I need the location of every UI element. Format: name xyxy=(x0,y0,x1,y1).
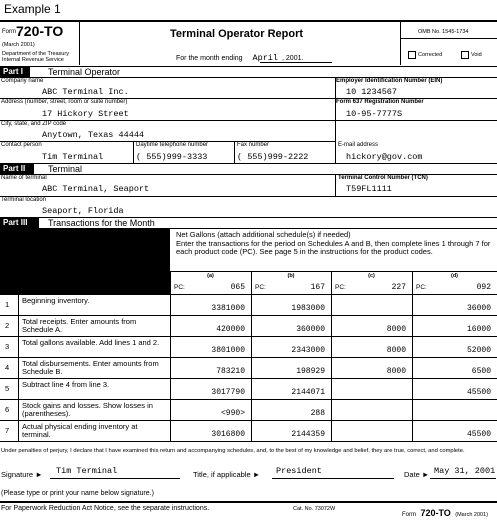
column-letter: (b) xyxy=(287,273,295,279)
part1-right-divider xyxy=(335,77,336,163)
phone-field[interactable]: ( 555)999-3333 xyxy=(136,152,208,162)
month-value: April xyxy=(252,53,279,63)
year-value: 01 xyxy=(293,55,302,62)
form637-label: Form 637 Registration Number xyxy=(336,99,424,105)
table-row-description: Stock gains and losses. Show losses in (parentheses). xyxy=(22,401,153,418)
table-row-rule xyxy=(0,315,497,316)
table-row-number: 7 xyxy=(5,425,10,435)
signature-field[interactable]: Tim Terminal xyxy=(56,466,118,476)
perjury-statement: Under penalties of perjury, I declare that I have examined this return and accompanying schedules, and, to the best of my knowledge and belief, they are true, correct, and complete. xyxy=(1,448,465,454)
pc-label: PC: xyxy=(335,284,346,291)
table-cell[interactable]: 3017790 xyxy=(211,388,245,397)
month-underline xyxy=(260,62,332,63)
table-row-description: Total disbursements. Enter amounts from Schedule B. xyxy=(22,359,159,376)
part3-instructions: Net Gallons (attach additional schedule(s) if needed) Enter the transactions for the period on Schedules A and B, then complete lines 1 through 7 for each product code (PC). See page 5 in the instructions for the product codes. xyxy=(176,230,491,257)
table-cell[interactable]: 16000 xyxy=(466,325,491,334)
table-row-rule xyxy=(0,378,497,379)
part3-black-panel xyxy=(0,228,170,294)
column-letter: (c) xyxy=(368,273,375,279)
table-col-line xyxy=(170,271,171,441)
form-number: 720-TO xyxy=(16,23,64,39)
ein-label: Employer Identification Number (EIN) xyxy=(336,78,443,84)
table-row-rule xyxy=(0,294,497,295)
title-underline xyxy=(272,478,394,479)
signature-underline xyxy=(50,478,180,479)
part2-label: Part II xyxy=(0,164,34,174)
row-rule-2 xyxy=(0,120,497,121)
table-cell[interactable]: 2144359 xyxy=(291,430,325,439)
table-cell[interactable]: 6500 xyxy=(471,367,491,376)
table-row-number: 2 xyxy=(5,320,10,330)
table-row-description: Subtract line 4 from line 3. xyxy=(22,380,110,389)
footer-form-date: (March 2001) xyxy=(455,512,488,518)
table-row-number: 3 xyxy=(5,341,10,351)
column-letter: (a) xyxy=(207,273,214,279)
table-cell[interactable]: 3016800 xyxy=(211,430,245,439)
omb-rule xyxy=(400,38,497,39)
table-cell[interactable]: 198929 xyxy=(296,367,325,376)
pc-value[interactable]: 092 xyxy=(476,283,491,292)
date-underline xyxy=(430,478,496,479)
table-cell[interactable]: <990> xyxy=(220,409,245,418)
void-label: Void xyxy=(471,52,482,58)
print-note: (Please type or print your name below signature.) xyxy=(1,490,154,497)
table-cell[interactable]: 288 xyxy=(310,409,325,418)
void-checkbox[interactable] xyxy=(461,51,469,59)
part2-row-rule xyxy=(0,196,497,197)
ein-field[interactable]: 10 1234567 xyxy=(346,87,398,97)
footer-form xyxy=(402,503,488,521)
table-row-description: Beginning inventory. xyxy=(22,296,90,305)
city-field[interactable]: Anytown, Texas 44444 xyxy=(42,130,145,140)
cat-number: Cat. No. 73072W xyxy=(293,506,336,512)
example-label: Example 1 xyxy=(4,2,61,16)
table-col-line xyxy=(331,271,332,441)
city-label: City, state, and ZIP code xyxy=(1,121,67,127)
month-line: For the month ending April , 2001. xyxy=(176,53,304,63)
date-field[interactable]: May 31, 2001 xyxy=(434,466,496,476)
pc-value[interactable]: 167 xyxy=(310,283,325,292)
table-cell[interactable]: 3381000 xyxy=(211,304,245,313)
header-divider-left xyxy=(79,20,80,65)
table-row-number: 5 xyxy=(5,383,10,393)
table-col-line xyxy=(412,271,413,441)
table-cell[interactable]: 783210 xyxy=(216,367,245,376)
table-row-rule xyxy=(0,357,497,358)
table-cell[interactable]: 360000 xyxy=(296,325,325,334)
table-cell[interactable]: 8000 xyxy=(386,346,406,355)
paperwork-notice: For Paperwork Reduction Act Notice, see the separate instructions. xyxy=(1,505,210,512)
part3-title: Transactions for the Month xyxy=(48,218,155,228)
contact-divider xyxy=(133,141,134,163)
part1-title: Terminal Operator xyxy=(48,67,121,77)
table-head-rule xyxy=(170,271,497,272)
dept-line2: Internal Revenue Service xyxy=(2,57,64,63)
company-name-label: Company name xyxy=(1,78,44,84)
table-row-number: 1 xyxy=(5,299,10,309)
table-cell[interactable]: 45500 xyxy=(466,430,491,439)
part1-label: Part I xyxy=(0,67,30,77)
fax-field[interactable]: ( 555)999-2222 xyxy=(237,152,309,162)
title-label: Title, if applicable ► xyxy=(193,470,261,479)
terminal-location-field[interactable]: Seaport, Florida xyxy=(42,206,124,216)
table-cell[interactable]: 1983000 xyxy=(291,304,325,313)
phone-divider xyxy=(234,141,235,163)
form-title: Terminal Operator Report xyxy=(170,28,304,40)
pc-label: PC: xyxy=(255,284,266,291)
address-label: Address (number, street, room or suite number) xyxy=(1,99,128,105)
table-row-description: Total receipts. Enter amounts from Schedule A. xyxy=(22,317,137,334)
table-cell[interactable]: 36000 xyxy=(466,304,491,313)
tcn-field[interactable]: T59FL1111 xyxy=(346,184,392,194)
part2-title: Terminal xyxy=(48,164,83,174)
table-num-divider xyxy=(18,294,19,441)
company-name-field[interactable]: ABC Terminal Inc. xyxy=(42,87,129,97)
part3-label: Part III xyxy=(0,218,39,228)
date-label: Date ► xyxy=(404,470,430,479)
table-row-rule xyxy=(0,399,497,400)
form-date: (March 2001) xyxy=(2,42,35,48)
pc-label: PC: xyxy=(174,284,185,291)
year-prefix: , 20 xyxy=(282,55,294,62)
column-letter: (d) xyxy=(450,273,459,279)
email-label: E-mail address xyxy=(338,142,379,148)
table-bottom-rule xyxy=(0,441,497,442)
table-cell[interactable]: 420000 xyxy=(216,325,245,334)
phone-label: Daytime telephone number xyxy=(136,142,209,148)
form-word: Form xyxy=(2,29,16,35)
dept-line1: Department of the Treasury xyxy=(2,51,69,57)
contact-field[interactable]: Tim Terminal xyxy=(42,152,104,162)
table-row-number: 6 xyxy=(5,404,10,414)
footer-form-number: 720-TO xyxy=(420,508,451,518)
fax-label: Fax number xyxy=(237,142,270,148)
table-row-rule xyxy=(0,420,497,421)
table-cell[interactable]: 2343000 xyxy=(291,346,325,355)
table-row-description: Total gallons available. Add lines 1 and 2. xyxy=(22,338,160,347)
table-row-number: 4 xyxy=(5,362,10,372)
table-row-description: Actual physical ending inventory at terminal. xyxy=(22,422,138,439)
email-field[interactable]: hickory@gov.com xyxy=(346,152,423,162)
table-row-rule xyxy=(0,336,497,337)
table-cell[interactable]: 45500 xyxy=(466,388,491,397)
month-prefix: For the month ending xyxy=(176,55,243,62)
pc-label: PC: xyxy=(416,284,427,291)
tcn-label: Terminal Control Number (TCN) xyxy=(338,175,428,181)
terminal-location-label: Terminal location xyxy=(1,197,47,203)
table-cell[interactable]: 8000 xyxy=(386,367,406,376)
pc-value[interactable]: 227 xyxy=(391,283,406,292)
address-field[interactable]: 17 Hickory Street xyxy=(42,109,129,119)
header-divider-right xyxy=(400,20,401,65)
table-col-line xyxy=(251,271,252,441)
pc-value[interactable]: 065 xyxy=(230,283,245,292)
omb-number: OMB No. 1545-1734 xyxy=(418,29,469,35)
terminal-name-field[interactable]: ABC Terminal, Seaport xyxy=(42,184,150,194)
table-cell[interactable]: 8000 xyxy=(386,325,406,334)
table-cell[interactable]: 2144071 xyxy=(291,388,325,397)
table-cell[interactable]: 3801000 xyxy=(211,346,245,355)
signature-label: Signature ► xyxy=(1,470,43,479)
header-top-rule xyxy=(0,20,497,22)
corrected-checkbox[interactable] xyxy=(408,51,416,59)
contact-label: Contact person xyxy=(1,142,42,148)
footer-form-word: Form xyxy=(402,512,416,518)
terminal-name-label: Name of terminal xyxy=(1,175,47,181)
form637-field[interactable]: 10-95-7777S xyxy=(346,109,403,119)
table-cell[interactable]: 52000 xyxy=(466,346,491,355)
title-field[interactable]: President xyxy=(276,466,322,476)
corrected-label: Corrected xyxy=(418,52,443,58)
part2-right-divider xyxy=(335,174,336,196)
